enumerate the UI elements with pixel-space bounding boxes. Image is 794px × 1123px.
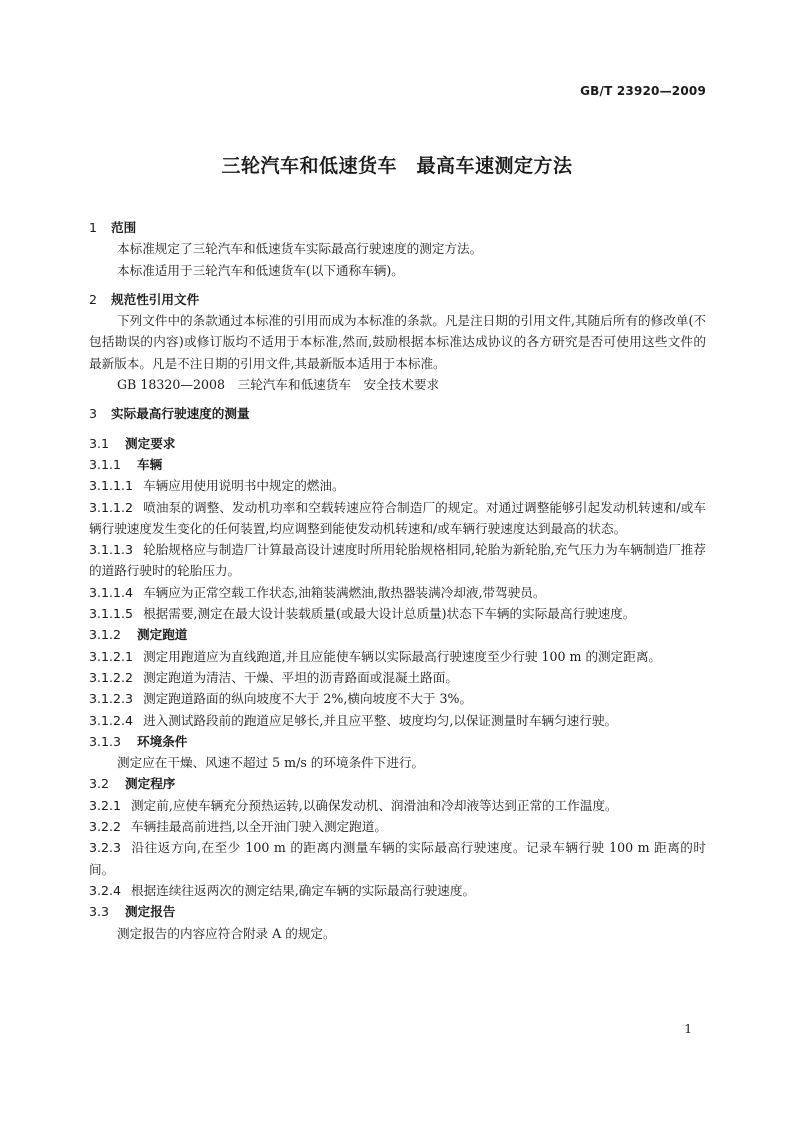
clause-3-1-2-heading: 3.1.2 测定跑道 [89, 627, 188, 643]
section-2-reference: GB 18320—2008 三轮汽车和低速货车 安全技术要求 [117, 377, 440, 393]
clause-3-2-1: 3.2.1 测定前,应使车辆充分预热运转,以确保发动机、润滑油和冷却液等达到正常的工作温度。 [89, 797, 618, 813]
section-3-heading: 3 实际最高行驶速度的测量 [89, 406, 250, 422]
clause-3-1-1-heading: 3.1.1 车辆 [89, 456, 163, 472]
section-2-paragraph-1: 下列文件中的条款通过本标准的引用而成为本标准的条款。凡是注日期的引用文件,其随后所有的修改单(不包括勘误的内容)或修订版均不适用于本标准,然而,鼓励根据本标准达成协议的各方研究是否可使用这些文件的最新版本。凡是不注日期的引用文件,其最新版本适用于本标准。 [89, 313, 706, 371]
clause-3-2-4: 3.2.4 根据连续往返两次的测定结果,确定车辆的实际最高行驶速度。 [89, 882, 476, 898]
clause-3-2-2: 3.2.2 车辆挂最高前进挡,以全开油门驶入测定跑道。 [89, 819, 387, 835]
section-2-heading: 2 规范性引用文件 [89, 291, 200, 307]
clause-3-1-2-2: 3.1.2.2 测定跑道为清洁、干燥、平坦的沥青路面或混凝土路面。 [89, 669, 458, 685]
clause-3-1-1-1: 3.1.1.1 车辆应用使用说明书中规定的燃油。 [89, 478, 345, 494]
clause-3-1-1-3: 3.1.1.3 轮胎规格应与制造厂计算最高设计速度时所用轮胎规格相同,轮胎为新轮胎,充气压力为车辆制造厂推荐的道路行驶时的轮胎压力。 [89, 542, 706, 579]
clause-3-1-heading: 3.1 测定要求 [89, 435, 176, 451]
clause-3-1-2-4: 3.1.2.4 进入测试路段前的跑道应足够长,并且应平整、坡度均匀,以保证测量时车辆匀速行驶。 [89, 712, 618, 728]
clause-3-1-1-4: 3.1.1.4 车辆应为正常空载工作状态,油箱装满燃油,散热器装满冷却液,带驾驶员。 [89, 584, 546, 600]
clause-3-1-2-1: 3.1.2.1 测定用跑道应为直线跑道,并且应能使车辆以实际最高行驶速度至少行驶 100 m 的测定距离。 [89, 648, 662, 664]
section-1-heading: 1 范围 [89, 220, 137, 235]
clause-3-1-3-text: 测定应在干燥、风速不超过 5 m/s 的环境条件下进行。 [117, 755, 425, 771]
clause-3-1-3-heading: 3.1.3 环境条件 [89, 733, 188, 749]
clause-3-3-text: 测定报告的内容应符合附录 A 的规定。 [117, 925, 336, 941]
standard-code: GB/T 23920—2009 [580, 84, 706, 98]
document-title: 三轮汽车和低速货车 最高车速测定方法 [221, 155, 573, 177]
clause-3-2-3: 3.2.3 沿往返方向,在至少 100 m 的距离内测量车辆的实际最高行驶速度。记录车辆行驶 100 m 距离的时间。 [89, 840, 706, 877]
document-body [89, 217, 706, 944]
page-number: 1 [684, 1022, 692, 1036]
clause-3-3-heading: 3.3 测定报告 [89, 904, 176, 920]
section-1-paragraph-1: 本标准规定了三轮汽车和低速货车实际最高行驶速度的测定方法。 [117, 241, 483, 257]
clause-3-1-1-5: 3.1.1.5 根据需要,测定在最大设计装载质量(或最大设计总质量)状态下车辆的实际最高行驶速度。 [89, 606, 636, 622]
clause-3-1-1-2: 3.1.1.2 喷油泵的调整、发动机功率和空载转速应符合制造厂的规定。对通过调整能够引起发动机转速和/或车辆行驶速度发生变化的任何装置,均应调整到能使发动机转速和/或车辆行驶速度达到最高的状态。 [89, 499, 706, 536]
clause-3-2-heading: 3.2 测定程序 [89, 776, 176, 792]
clause-3-1-2-3: 3.1.2.3 测定跑道路面的纵向坡度不大于 2%,横向坡度不大于 3%。 [89, 691, 473, 707]
section-1-paragraph-2: 本标准适用于三轮汽车和低速货车(以下通称车辆)。 [117, 262, 404, 278]
